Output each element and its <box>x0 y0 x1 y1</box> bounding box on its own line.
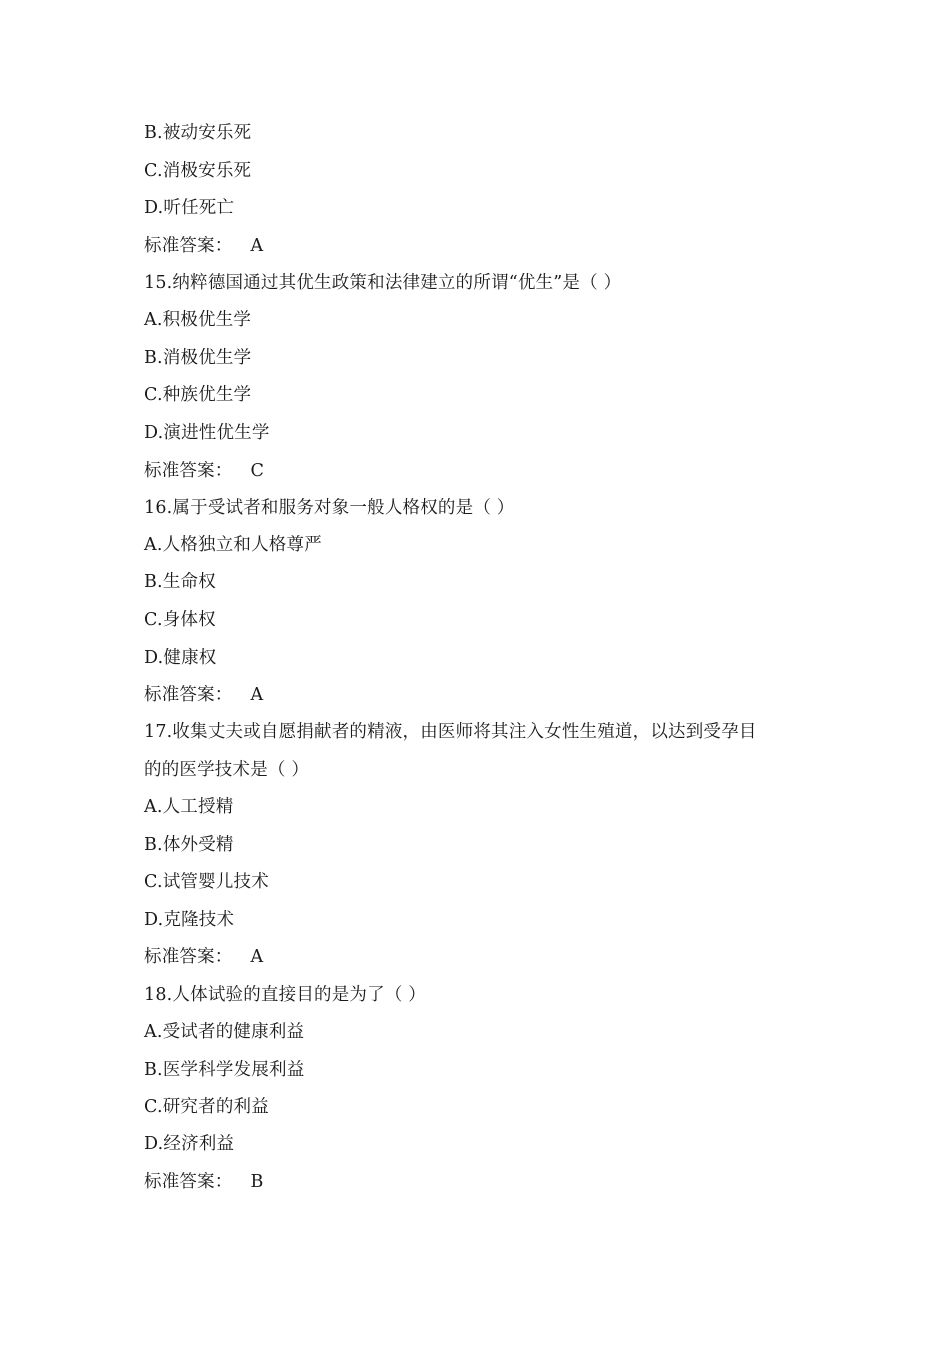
option-line: B.医学科学发展利益 <box>144 1060 305 1080</box>
option-line: B.消极优生学 <box>144 348 252 368</box>
question-line: 17.收集丈夫或自愿捐献者的精液，由医师将其注入女性生殖道，以达到受孕目 <box>144 722 757 742</box>
option-line: B.体外受精 <box>144 835 234 855</box>
answer-line <box>144 942 263 972</box>
answer-label: 标准答案： <box>144 947 233 967</box>
option-line: D.经济利益 <box>144 1134 235 1154</box>
question-line: 的的医学技术是（ ） <box>144 760 310 780</box>
option-line: D.听任死亡 <box>144 198 235 218</box>
answer-value: A <box>250 947 264 967</box>
option-line: A.受试者的健康利益 <box>144 1022 305 1042</box>
option-line: D.演进性优生学 <box>144 423 270 443</box>
option-line: A.人工授精 <box>144 797 234 817</box>
option-line: C.种族优生学 <box>144 385 252 405</box>
answer-line <box>144 456 264 486</box>
option-line: C.试管婴儿技术 <box>144 872 269 892</box>
option-line: D.克隆技术 <box>144 910 235 930</box>
option-line: D.健康权 <box>144 648 217 668</box>
question-line: 15.纳粹德国通过其优生政策和法律建立的所谓“优生”是（ ） <box>144 273 622 293</box>
answer-value: C <box>250 461 265 481</box>
answer-line <box>144 1167 264 1197</box>
answer-label: 标准答案： <box>144 236 233 256</box>
answer-line <box>144 680 263 710</box>
option-line: C.身体权 <box>144 610 216 630</box>
question-line: 16.属于受试者和服务对象一般人格权的是（ ） <box>144 498 515 518</box>
answer-value: A <box>250 685 264 705</box>
answer-value: B <box>250 1172 264 1192</box>
option-line: B.生命权 <box>144 572 216 592</box>
question-line: 18.人体试验的直接目的是为了（ ） <box>144 985 426 1005</box>
answer-label: 标准答案： <box>144 1172 233 1192</box>
option-line: C.消极安乐死 <box>144 161 252 181</box>
answer-label: 标准答案： <box>144 685 233 705</box>
option-line: C.研究者的利益 <box>144 1097 269 1117</box>
answer-value: A <box>250 236 264 256</box>
answer-label: 标准答案： <box>144 461 233 481</box>
option-line: A.人格独立和人格尊严 <box>144 535 322 555</box>
answer-line <box>144 231 263 261</box>
option-line: A.积极优生学 <box>144 310 252 330</box>
option-line: B.被动安乐死 <box>144 123 252 143</box>
